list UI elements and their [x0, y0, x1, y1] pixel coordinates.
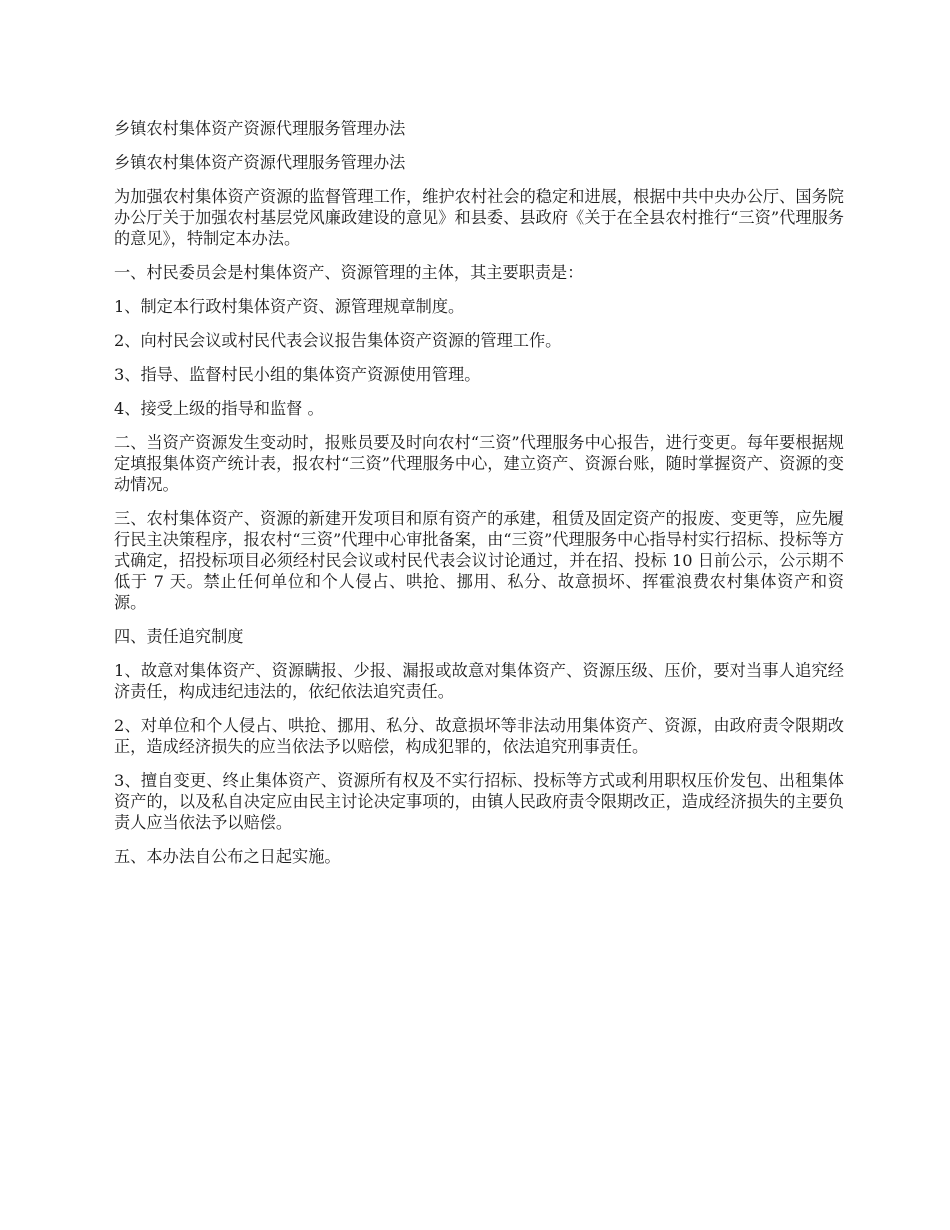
paragraph-item-4-1: 1、故意对集体资产、资源瞒报、少报、漏报或故意对集体资产、资源压级、压价，要对当事人追究经济责任，构成违纪违法的，依纪依法追究责任。: [114, 661, 844, 701]
paragraph-item-1-4: 4、接受上级的指导和监督 。: [114, 399, 324, 418]
paragraph-section-4: 四、责任追究制度: [114, 627, 244, 646]
paragraph-section-5: 五、本办法自公布之日起实施。: [114, 847, 341, 866]
paragraph-item-4-3: 3、擅自变更、终止集体资产、资源所有权及不实行招标、投标等方式或利用职权压价发包、出租集体资产的，以及私自决定应由民主讨论决定事项的，由镇人民政府责令限期改正，造成经济损失的主要负责人应当依法予以赔偿。: [114, 771, 844, 832]
paragraph-item-1-1: 1、制定本行政村集体资产资、源管理规章制度。: [114, 297, 465, 316]
paragraph-section-3: 三、农村集体资产、资源的新建开发项目和原有资产的承建，租赁及固定资产的报废、变更等，应先履行民主决策程序，报农村“三资”代理中心审批备案，由“三资”代理服务中心指导村实行招标、投标等方式确定，招投标项目必须经村民会议或村民代表会议讨论通过，并在招、投标 10 日前公示，公示期不低于 7 天。禁止任何单位和个人侵占、哄抢、挪用、私分、故意损坏、挥霍浪费农村集体资产和资源。: [114, 509, 844, 612]
paragraph-section-2: 二、当资产资源发生变动时，报账员要及时向农村“三资”代理服务中心报告，进行变更。每年要根据规定填报集体资产统计表，报农村“三资”代理服务中心，建立资产、资源台账，随时掌握资产、资源的变动情况。: [114, 433, 844, 494]
document-subtitle: 乡镇农村集体资产资源代理服务管理办法: [114, 153, 406, 172]
document-title: 乡镇农村集体资产资源代理服务管理办法: [114, 119, 406, 138]
paragraph-intro: 为加强农村集体资产资源的监督管理工作，维护农村社会的稳定和进展，根据中共中央办公厅、国务院办公厅关于加强农村基层党风廉政建设的意见》和县委、县政府《关于在全县农村推行“三资”代理服务的意见》，特制定本办法。: [114, 187, 844, 248]
paragraph-item-4-2: 2、对单位和个人侵占、哄抢、挪用、私分、故意损坏等非法动用集体资产、资源，由政府责令限期改正，造成经济损失的应当依法予以赔偿，构成犯罪的，依法追究刑事责任。: [114, 716, 844, 756]
paragraph-item-1-2: 2、向村民会议或村民代表会议报告集体资产资源的管理工作。: [114, 331, 562, 350]
paragraph-section-1: 一、村民委员会是村集体资产、资源管理的主体，其主要职责是：: [114, 263, 584, 282]
paragraph-item-1-3: 3、指导、监督村民小组的集体资产资源使用管理。: [114, 365, 481, 384]
document-page: [114, 118, 844, 880]
